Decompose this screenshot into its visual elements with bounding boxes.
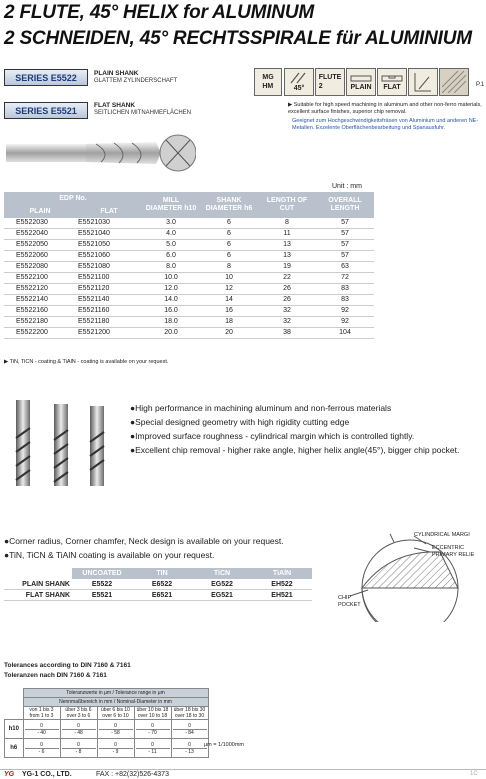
table-row bbox=[4, 317, 374, 328]
tolerance-lower: - 40 bbox=[25, 729, 59, 736]
cutting-icon-badge bbox=[408, 68, 438, 96]
table-cell: 18 bbox=[200, 317, 258, 328]
table-cell: 104 bbox=[316, 328, 374, 339]
table-row bbox=[4, 328, 374, 339]
table-row bbox=[4, 240, 374, 251]
table-cell: E5522080 bbox=[4, 262, 76, 273]
table-cell: E5521160 bbox=[76, 306, 142, 317]
tolerance-value-cell bbox=[171, 720, 208, 739]
table-cell: E5522050 bbox=[4, 240, 76, 251]
table-cell: 83 bbox=[316, 295, 374, 306]
coating-header-cell: TIN bbox=[132, 568, 192, 579]
coating-cell: EG522 bbox=[192, 579, 252, 590]
table-cell: 10 bbox=[200, 273, 258, 284]
tolerance-upper: 0 bbox=[114, 722, 117, 729]
edp-header: EDP No. bbox=[4, 192, 142, 206]
table-cell: 11 bbox=[258, 229, 316, 240]
table-cell: E5522160 bbox=[4, 306, 76, 317]
tolerance-upper: 0 bbox=[188, 722, 191, 729]
flat-badge-label: FLAT bbox=[383, 83, 401, 91]
table-cell: 6 bbox=[200, 251, 258, 262]
table-cell: 6 bbox=[200, 229, 258, 240]
tolerance-header-1: Toleranzwerte in µm / Tolerance range in µm bbox=[23, 689, 208, 698]
table-cell: 26 bbox=[258, 295, 316, 306]
length-of-cut-header: LENGTH OF CUT bbox=[258, 192, 316, 218]
edp-table bbox=[4, 192, 374, 339]
table-cell: E5522100 bbox=[4, 273, 76, 284]
table-cell: E5522040 bbox=[4, 229, 76, 240]
table-cell: E5522180 bbox=[4, 317, 76, 328]
tolerance-range-cell: über 6 bis 10 over 6 to 10 bbox=[97, 707, 134, 720]
tolerance-row-label: h10 bbox=[5, 720, 24, 739]
plain-badge-label: PLAIN bbox=[350, 83, 372, 91]
table-cell: E5521100 bbox=[76, 273, 142, 284]
table-cell: 4.0 bbox=[142, 229, 200, 240]
table-cell: 32 bbox=[258, 317, 316, 328]
coating-row bbox=[4, 590, 312, 601]
plain-shank-label: PLAIN SHANK bbox=[94, 70, 139, 77]
table-cell: 57 bbox=[316, 240, 374, 251]
table-cell: E5521200 bbox=[76, 328, 142, 339]
flat-shank-label: FLAT SHANK bbox=[94, 102, 136, 109]
table-cell: 14 bbox=[200, 295, 258, 306]
table-cell: 22 bbox=[258, 273, 316, 284]
product-photo bbox=[10, 398, 120, 490]
table-cell: 8 bbox=[258, 218, 316, 229]
table-row bbox=[4, 306, 374, 317]
feature-4: ●Excellent chip removal - higher rake angle, higher helix angle(45°), bigger chip pocket. bbox=[130, 445, 460, 455]
series-e5522-badge: SERIES E5522 bbox=[4, 69, 88, 86]
coating-header-cell: TiAlN bbox=[252, 568, 312, 579]
feature-2: ●Special designed geometry with high rigidity cutting edge bbox=[130, 417, 350, 427]
table-cell: E5522140 bbox=[4, 295, 76, 306]
coating-cell: EH521 bbox=[252, 590, 312, 601]
label-primary-relief: PRIMARY RELIE bbox=[432, 552, 475, 558]
label-eccentric: ECCENTRIC bbox=[432, 545, 465, 551]
tolerance-value-cell bbox=[134, 720, 171, 739]
table-row bbox=[4, 295, 374, 306]
tolerance-upper: 0 bbox=[40, 722, 43, 729]
flute-badge: FLUTE 2 bbox=[315, 68, 345, 96]
table-cell: E5521140 bbox=[76, 295, 142, 306]
tolerance-lower: - 48 bbox=[62, 729, 96, 736]
coating-header-cell: TiCN bbox=[192, 568, 252, 579]
tolerance-lower: - 6 bbox=[25, 748, 59, 755]
tolerance-row bbox=[5, 739, 209, 758]
table-cell: E5521180 bbox=[76, 317, 142, 328]
tolerance-title-en: Tolerances according to DIN 7160 & 7161 bbox=[4, 662, 131, 669]
coating-header-cell bbox=[4, 568, 72, 579]
tolerance-upper: 0 bbox=[188, 741, 191, 748]
coating-cell: E6522 bbox=[132, 579, 192, 590]
tolerance-value-cell bbox=[97, 720, 134, 739]
footer-fax: FAX : +82(32)526-4373 bbox=[96, 771, 169, 778]
tolerance-value-cell bbox=[60, 720, 97, 739]
table-row bbox=[4, 284, 374, 295]
cutting-direction-icon bbox=[411, 71, 435, 93]
table-cell: E5522120 bbox=[4, 284, 76, 295]
coating-cell: E5521 bbox=[72, 590, 132, 601]
table-cell: E5521080 bbox=[76, 262, 142, 273]
hatch-icon bbox=[442, 71, 466, 93]
footer-divider bbox=[0, 769, 486, 770]
material-texture-badge bbox=[439, 68, 469, 96]
title-de: 2 SCHNEIDEN, 45° RECHTSSPIRALE für ALUMINIUM bbox=[4, 28, 472, 49]
flat-shank-icon bbox=[381, 73, 403, 83]
title-en: 2 FLUTE, 45° HELIX for ALUMINUM bbox=[4, 2, 314, 23]
plain-col-header: PLAIN bbox=[4, 206, 76, 218]
tolerance-lower: - 8 bbox=[62, 748, 96, 755]
coating-table bbox=[4, 568, 312, 601]
table-cell: 10.0 bbox=[142, 273, 200, 284]
table-cell: 6.0 bbox=[142, 251, 200, 262]
flat-col-header: FLAT bbox=[76, 206, 142, 218]
table-cell: 8 bbox=[200, 262, 258, 273]
plain-badge bbox=[346, 68, 376, 96]
helix-label: 45° bbox=[293, 84, 305, 92]
tolerance-table bbox=[4, 688, 209, 758]
tolerance-value-cell bbox=[60, 739, 97, 758]
table-row bbox=[4, 273, 374, 284]
table-cell: 32 bbox=[258, 306, 316, 317]
tolerance-lower: - 70 bbox=[136, 729, 170, 736]
coating-cell: EH522 bbox=[252, 579, 312, 590]
tolerance-range-cell: von 1 bis 3 from 1 to 3 bbox=[23, 707, 60, 720]
tolerance-value-cell bbox=[23, 720, 60, 739]
footer bbox=[0, 768, 486, 779]
table-cell: 57 bbox=[316, 218, 374, 229]
page-ref: P.1 bbox=[476, 82, 485, 88]
notes-de: Geeignet zum Hochgeschwindigkeitsfräsen von Aluminium und anderen NE-Metallen. Exzelente Oberflächenbearbeitung und Spanausfuhr. bbox=[292, 118, 479, 131]
table-cell: 12.0 bbox=[142, 284, 200, 295]
tolerance-upper: 0 bbox=[40, 741, 43, 748]
table-cell: 83 bbox=[316, 284, 374, 295]
coating-cell: E5522 bbox=[72, 579, 132, 590]
material-badge: MG HM bbox=[254, 68, 282, 96]
table-cell: 72 bbox=[316, 273, 374, 284]
coating-row bbox=[4, 579, 312, 590]
unit-label: Unit : mm bbox=[332, 183, 362, 190]
option-1: ●Corner radius, Corner chamfer, Neck design is available on your request. bbox=[4, 536, 284, 546]
table-row bbox=[4, 262, 374, 273]
coating-cell: PLAIN SHANK bbox=[4, 579, 72, 590]
table-cell: 57 bbox=[316, 251, 374, 262]
table-cell: 14.0 bbox=[142, 295, 200, 306]
tolerance-lower: - 84 bbox=[173, 729, 207, 736]
coating-footnote: ▶ TiN, TiCN - coating & TiAlN - coating is available on your request. bbox=[4, 359, 169, 365]
helix-badge bbox=[284, 68, 314, 96]
label-chip: CHIP bbox=[338, 595, 352, 601]
tolerance-value-cell bbox=[23, 739, 60, 758]
table-cell: 92 bbox=[316, 317, 374, 328]
helix-icon bbox=[289, 72, 309, 84]
notes-en: ▶ Suitable for high speed machining in aluminum and other non-ferro materials, excellent surface finishes, superior chip removal. bbox=[288, 102, 482, 115]
feature-3: ●Improved surface roughness - cylindrical margin which is controlled tightly. bbox=[130, 431, 415, 441]
table-cell: E5521050 bbox=[76, 240, 142, 251]
table-row bbox=[4, 251, 374, 262]
table-cell: 6 bbox=[200, 218, 258, 229]
label-pocket: POCKET bbox=[338, 602, 361, 608]
series-e5521-badge: SERIES E5521 bbox=[4, 102, 88, 119]
table-cell: 16 bbox=[200, 306, 258, 317]
tolerance-upper: 0 bbox=[77, 741, 80, 748]
table-cell: E5521120 bbox=[76, 284, 142, 295]
table-cell: E5522030 bbox=[4, 218, 76, 229]
plain-shank-icon bbox=[350, 73, 372, 83]
tolerance-value-cell bbox=[134, 739, 171, 758]
label-cylindrical-margin: CYLINDRICAL MARGI bbox=[414, 532, 470, 538]
table-cell: 16.0 bbox=[142, 306, 200, 317]
table-cell: 38 bbox=[258, 328, 316, 339]
footer-company: YG-1 CO., LTD. bbox=[22, 771, 72, 778]
table-cell: 13 bbox=[258, 251, 316, 262]
table-cell: 12 bbox=[200, 284, 258, 295]
table-cell: E5522060 bbox=[4, 251, 76, 262]
table-cell: 18.0 bbox=[142, 317, 200, 328]
tolerance-lower: - 13 bbox=[173, 748, 207, 755]
table-cell: E5521060 bbox=[76, 251, 142, 262]
table-cell: 26 bbox=[258, 284, 316, 295]
tolerance-row-label: h6 bbox=[5, 739, 24, 758]
tolerance-upper: 0 bbox=[114, 741, 117, 748]
table-cell: 20.0 bbox=[142, 328, 200, 339]
table-cell: 5.0 bbox=[142, 240, 200, 251]
table-cell: E5521030 bbox=[76, 218, 142, 229]
tolerance-lower: - 11 bbox=[136, 748, 170, 755]
yg1-logo: YG bbox=[4, 771, 15, 778]
tolerance-upper: 0 bbox=[151, 741, 154, 748]
table-cell: 19 bbox=[258, 262, 316, 273]
table-cell: 63 bbox=[316, 262, 374, 273]
tolerance-range-cell: über 10 bis 18 over 10 to 18 bbox=[134, 707, 171, 720]
tolerance-row bbox=[5, 720, 209, 739]
flat-badge bbox=[377, 68, 407, 96]
table-cell: 13 bbox=[258, 240, 316, 251]
tolerance-range-cell: über 18 bis 30 over 18 to 30 bbox=[171, 707, 208, 720]
overall-length-header: OVERALL LENGTH bbox=[316, 192, 374, 218]
tolerance-lower: - 58 bbox=[99, 729, 133, 736]
table-cell: E5522200 bbox=[4, 328, 76, 339]
coating-header-cell: UNCOATED bbox=[72, 568, 132, 579]
table-row bbox=[4, 229, 374, 240]
feature-1: ●High performance in machining aluminum and non-ferrous materials bbox=[130, 403, 392, 413]
flat-shank-de: SEITLICHEN MITNAHMEFLÄCHEN bbox=[94, 110, 192, 116]
table-cell: 6 bbox=[200, 240, 258, 251]
tolerance-unit-note: µm = 1/1000mm bbox=[204, 742, 245, 748]
tolerance-header-2: Nennmaßbereich in mm / Nominal-Diameter in mm bbox=[23, 698, 208, 707]
coating-cell: E6521 bbox=[132, 590, 192, 601]
footer-page: 1C bbox=[470, 771, 478, 777]
tolerance-title-de: Toleranzen nach DIN 7160 & 7161 bbox=[4, 672, 107, 679]
tolerance-lower: - 9 bbox=[99, 748, 133, 755]
tolerance-upper: 0 bbox=[151, 722, 154, 729]
tolerance-value-cell bbox=[97, 739, 134, 758]
coating-cell: EG521 bbox=[192, 590, 252, 601]
plain-shank-de: GLATTEM ZYLINDERSCHAFT bbox=[94, 78, 178, 84]
option-2: ●TiN, TiCN & TiAlN coating is available on your request. bbox=[4, 550, 215, 560]
table-cell: 3.0 bbox=[142, 218, 200, 229]
coating-cell: FLAT SHANK bbox=[4, 590, 72, 601]
table-cell: 57 bbox=[316, 229, 374, 240]
table-cell: E5521040 bbox=[76, 229, 142, 240]
shank-diameter-header: SHANK DIAMETER h6 bbox=[200, 192, 258, 218]
cross-section-diagram bbox=[330, 530, 486, 622]
end-mill-illustration bbox=[6, 132, 196, 174]
table-row bbox=[4, 218, 374, 229]
mill-diameter-header: MILL DIAMETER h10 bbox=[142, 192, 200, 218]
tolerance-upper: 0 bbox=[77, 722, 80, 729]
table-cell: 20 bbox=[200, 328, 258, 339]
tolerance-value-cell bbox=[171, 739, 208, 758]
table-cell: 92 bbox=[316, 306, 374, 317]
tolerance-range-cell: über 3 bis 6 over 3 to 6 bbox=[60, 707, 97, 720]
table-cell: 8.0 bbox=[142, 262, 200, 273]
